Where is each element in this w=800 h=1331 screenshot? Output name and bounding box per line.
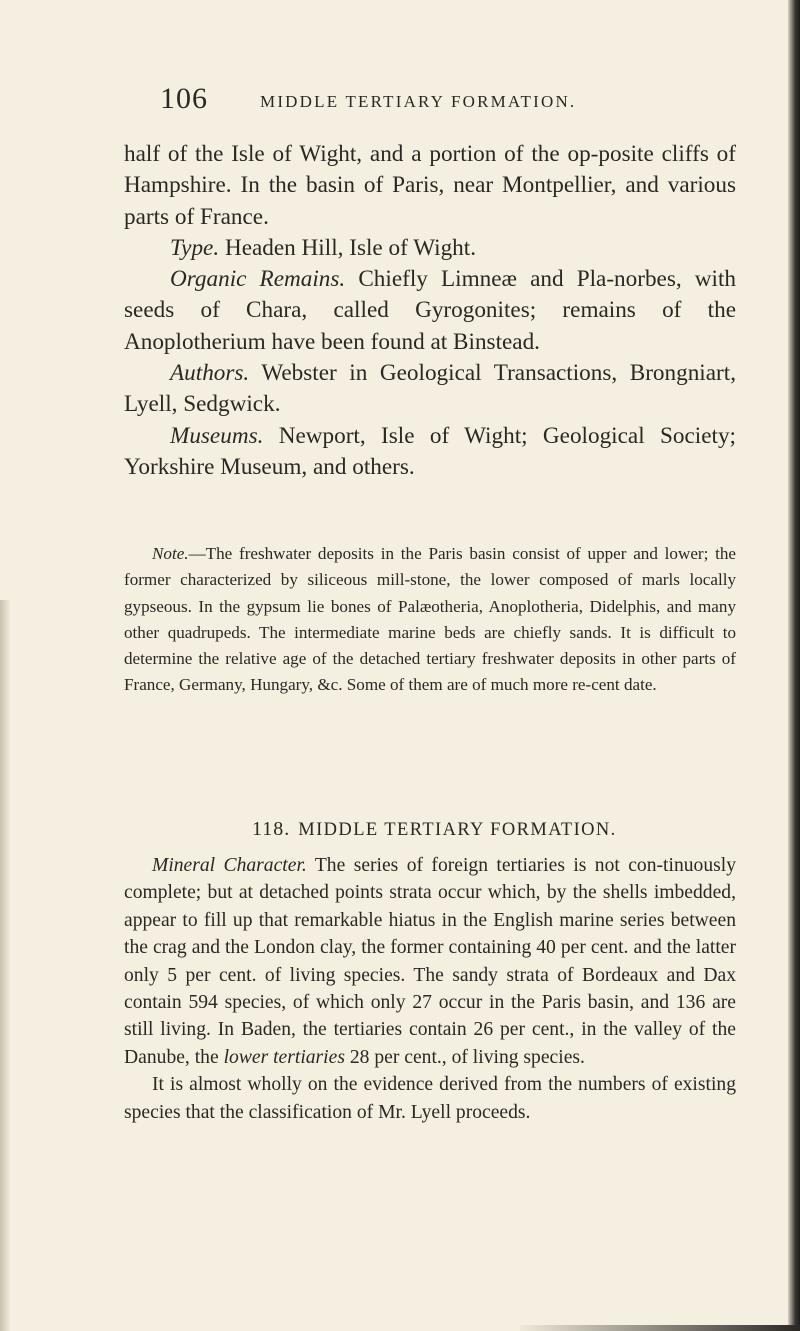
section-title: MIDDLE TERTIARY FORMATION. (298, 820, 617, 840)
section-heading (252, 818, 617, 841)
note-label: Note. (152, 544, 189, 563)
mineral-character-text-a: The series of foreign tertiaries is not con-tinuously complete; but at detached points strata occur which, by the shells imbedded, appear to fill up that remarkable hiatus in the English marine series between the crag and the London clay, the former containing 40 per cent. and the latter only 5 per cent. of living species. The sandy strata of Bordeaux and Dax contain 594 species, of which only 27 occur in the Paris basin, and 136 are still living. In Baden, the tertiaries contain 26 per cent., in the valley of the Danube, the (124, 855, 736, 1068)
main-text (124, 139, 736, 483)
mineral-character-text-b: 28 per cent., of living species. (344, 1046, 585, 1068)
authors-label: Authors. (170, 360, 250, 387)
museums-label: Museums. (170, 422, 264, 449)
organic-remains-paragraph (124, 264, 736, 358)
mineral-character-italic: lower tertiaries (223, 1046, 345, 1068)
note-paragraph (124, 541, 736, 699)
authors-text: Webster in Geological Transactions, Brongniart, Lyell, Sedgwick. (124, 360, 736, 418)
organic-remains-label: Organic Remains. (170, 266, 346, 293)
authors-paragraph (124, 358, 736, 421)
type-paragraph (124, 233, 736, 264)
section-body (124, 852, 736, 1126)
page-edge-shadow-right (788, 0, 800, 1331)
page-edge-shadow-bottom (520, 1325, 800, 1331)
running-head: MIDDLE TERTIARY FORMATION. (260, 92, 577, 111)
museums-text: Newport, Isle of Wight; Geological Society; Yorkshire Museum, and others. (124, 422, 736, 480)
continuation-text: half of the Isle of Wight, and a portion of the op-posite cliffs of Hampshire. In the basin of Paris, near Montpellier, and various parts of France. (124, 141, 736, 230)
closing-text: It is almost wholly on the evidence derived from the numbers of existing species that the classification of Mr. Lyell proceeds. (124, 1074, 736, 1123)
page-number: 106 (160, 82, 208, 115)
type-text: Headen Hill, Isle of Wight. (219, 234, 477, 261)
continuation-paragraph (124, 139, 736, 233)
organic-remains-text: Chiefly Limneæ and Pla-norbes, with seeds of Chara, called Gyrogonites; remains of the Anoplotherium have been found at Binstead. (124, 266, 737, 355)
section-number: 118. (252, 818, 291, 840)
page-edge-shadow-left (0, 600, 10, 1331)
mineral-character-paragraph (124, 852, 736, 1071)
museums-paragraph (124, 421, 736, 484)
closing-paragraph (124, 1071, 736, 1126)
page-header (160, 82, 740, 128)
type-label: Type. (170, 234, 220, 261)
note-block (124, 541, 736, 699)
mineral-character-label: Mineral Character. (152, 855, 307, 876)
note-text: —The freshwater deposits in the Paris basin consist of upper and lower; the former characterized by siliceous mill-stone, the lower composed of marls locally gypseous. In the gypsum lie bones of Palæotheria, Anoplotheria, Didelphis, and many other quadrupeds. The intermediate marine beds are chiefly sands. It is difficult to determine the relative age of the detached tertiary freshwater deposits in other parts of France, Germany, Hungary, &c. Some of them are of much more re-cent date. (124, 544, 736, 695)
